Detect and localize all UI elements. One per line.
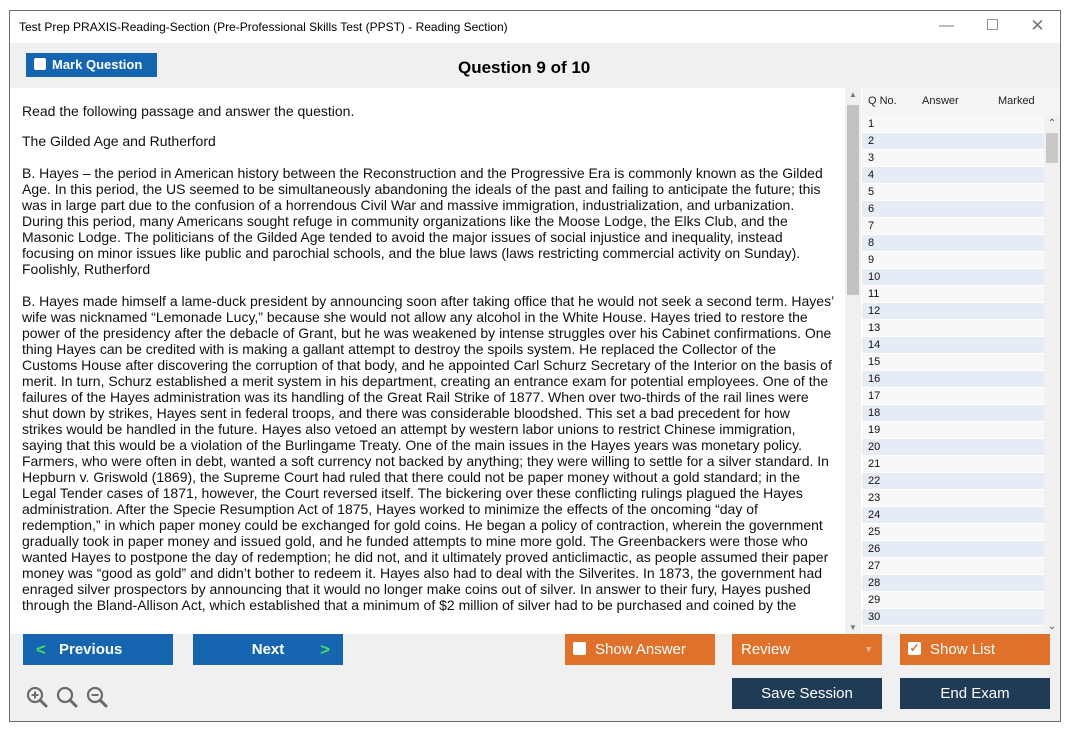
previous-button[interactable]: [23, 634, 173, 665]
question-list-row[interactable]: 28: [862, 575, 1044, 592]
question-list-row[interactable]: 10: [862, 269, 1044, 286]
question-list-row[interactable]: 1: [862, 116, 1044, 133]
title-bar: [10, 11, 1060, 43]
question-list-row[interactable]: 19: [862, 422, 1044, 439]
question-list-row[interactable]: 6: [862, 201, 1044, 218]
question-list-row[interactable]: 27: [862, 558, 1044, 575]
show-answer-button[interactable]: [565, 634, 715, 665]
show-list-button[interactable]: [900, 634, 1050, 665]
question-list-row[interactable]: 30: [862, 609, 1044, 626]
question-counter: Question 9 of 10: [458, 58, 591, 77]
question-list-row[interactable]: 24: [862, 507, 1044, 524]
window-title: Test Prep PRAXIS-Reading-Section (Pre-Professional Skills Test (PPST) - Reading Section): [19, 20, 508, 34]
zoom-out-icon[interactable]: [86, 686, 108, 708]
question-list-row[interactable]: 17: [862, 388, 1044, 405]
question-list-row[interactable]: 2: [862, 133, 1044, 150]
review-dropdown[interactable]: [732, 634, 882, 665]
maximize-button[interactable]: ☐: [985, 17, 1000, 34]
question-list-row[interactable]: 18: [862, 405, 1044, 422]
list-scroll-down-icon[interactable]: ⌄: [1047, 621, 1057, 632]
passage-paragraph-1: B. Hayes – the period in American history between the Reconstruction and the Progressive Era is commonly known as the Gilded Age. In this period, the US seemed to be simultaneously abandoning the ideals of the past and failing to anticipate the future; this was in large part due to the confusion of a horrendous Civil War and massive immigration, industrialization, and urbanization. During this period, many Americans sought refuge in community organizations like the Moose Lodge, the Elks Club, and the Masonic Lodge. The politicians of the Gilded Age tended to avoid the major issues of social injustice and inequality, instead focusing on minor issues like public and parochial schools, and the blue laws (laws restricting commercial activity on Sunday). Foolishly, Rutherford: [22, 165, 823, 277]
header-marked: Marked: [998, 95, 1035, 107]
review-label: Review: [741, 641, 791, 658]
show-answer-label: Show Answer: [595, 641, 686, 658]
zoom-reset-icon[interactable]: [56, 686, 78, 708]
caret-down-icon: ▼: [864, 644, 873, 654]
question-list-row[interactable]: 29: [862, 592, 1044, 609]
scroll-up-arrow-icon[interactable]: ▲: [849, 90, 857, 99]
question-list-row[interactable]: 7: [862, 218, 1044, 235]
question-list-row[interactable]: 21: [862, 456, 1044, 473]
question-list-row[interactable]: 16: [862, 371, 1044, 388]
passage-panel: [10, 88, 845, 634]
passage-text: [22, 88, 834, 613]
question-list-panel: [862, 88, 1060, 634]
question-list-row[interactable]: 12: [862, 303, 1044, 320]
passage-instructions: Read the following passage and answer the question.: [22, 103, 355, 119]
minimize-button[interactable]: —: [939, 17, 954, 34]
question-list-row[interactable]: 15: [862, 354, 1044, 371]
end-exam-button[interactable]: End Exam: [900, 678, 1050, 709]
show-answer-checkbox[interactable]: [573, 642, 586, 655]
next-button[interactable]: [193, 634, 343, 665]
save-session-button[interactable]: Save Session: [732, 678, 882, 709]
close-button[interactable]: ✕: [1030, 16, 1045, 35]
question-list-scrollbar[interactable]: [1044, 116, 1060, 634]
header-qno: Q No.: [868, 95, 897, 107]
question-list-header: [862, 93, 1060, 113]
mark-question-checkbox[interactable]: [34, 58, 46, 70]
question-list-row[interactable]: 8: [862, 235, 1044, 252]
app-window: [9, 10, 1061, 722]
question-list-row[interactable]: 5: [862, 184, 1044, 201]
mark-question-button[interactable]: [26, 53, 157, 77]
question-list-rows: [862, 116, 1044, 626]
passage-scrollbar[interactable]: [845, 88, 861, 634]
question-list-row[interactable]: 11: [862, 286, 1044, 303]
list-scroll-thumb[interactable]: [1046, 133, 1058, 163]
scroll-down-arrow-icon[interactable]: ▼: [849, 623, 857, 632]
passage-paragraph-2: B. Hayes made himself a lame-duck president by announcing soon after taking office that he would not seek a second term. Hayes’ wife was nicknamed “Lemonade Lucy,” because she would not allow any alcohol in the White House. Hayes tried to restore the power of the presidency after the debacle of Grant, but he was weakened by intense struggles over his Cabinet confirmations. One thing Hayes can be credited with is making a gallant attempt to destroy the spoils system. He replaced the Collector of the Customs House after discovering the corruption of that body, and he appointed Carl Schurz Secretary of the Interior on the basis of merit. In turn, Schurz established a merit system in his department, creating an entrance exam for potential employees. One of the failures of the Hayes administration was its handling of the Great Rail Strike of 1877. When over two-thirds of the rail lines were shut down by strikes, Hayes sent in federal troops, and there was considerable bloodshed. This set a bad precedent for how strikes would be handled in the future. Hayes also vetoed an attempt by western labor unions to restrict Chinese immigration, saying that this would be a violation of the Burlingame Treaty. One of the main issues in the Hayes years was monetary policy. Farmers, who were often in debt, wanted a soft currency not backed by anything; they were willing to settle for a silver standard. In Hepburn v. Griswold (1869), the Supreme Court had ruled that there could not be paper money without a gold standard; in the Legal Tender cases of 1871, however, the Court reversed itself. The bickering over these conflicting rulings plagued the Hayes administration. After the Specie Resumption Act of 1875, Hayes worked to minimize the effects of the oncoming “day of redemption,” in which paper money could be exchanged for gold coins. He began a policy of contraction, wherein the government gradually took in paper money and issued gold, and he funded attempts to mine more gold. The Greenbackers were those who wanted Hayes to postpone the day of redemption; he did not, and it ultimately proved anticlimactic, as people assumed their paper money was “good as gold” and didn’t bother to redeem it. Hayes also had to deal with the Silverites. In 1873, the government had enraged silver prospectors by announcing that it would no longer make coins out of silver. In answer to their fury, Hayes pushed through the Bland-Allison Act, which established that a minimum of $2 million of silver had to be purchased and coined by the: [22, 293, 834, 613]
question-list-row[interactable]: 9: [862, 252, 1044, 269]
question-toolbar: [10, 43, 1060, 88]
show-list-checkbox[interactable]: ✓: [909, 641, 920, 655]
show-list-label: Show List: [930, 641, 996, 658]
question-list-row[interactable]: 3: [862, 150, 1044, 167]
question-list-row[interactable]: 20: [862, 439, 1044, 456]
question-list-row[interactable]: 14: [862, 337, 1044, 354]
question-list-row[interactable]: 22: [862, 473, 1044, 490]
mark-question-label: Mark Question: [52, 57, 143, 72]
question-list-row[interactable]: 4: [862, 167, 1044, 184]
next-label: Next: [251, 641, 285, 658]
header-answer: Answer: [922, 95, 959, 107]
previous-label: Previous: [59, 641, 123, 658]
passage-scroll-thumb[interactable]: [847, 105, 859, 295]
question-list-row[interactable]: 13: [862, 320, 1044, 337]
question-list-row[interactable]: 26: [862, 541, 1044, 558]
zoom-in-icon[interactable]: [26, 686, 48, 708]
question-list-row[interactable]: 23: [862, 490, 1044, 507]
passage-title: The Gilded Age and Rutherford: [22, 133, 216, 149]
navigation-bar: [10, 634, 1060, 721]
question-list-row[interactable]: 25: [862, 524, 1044, 541]
chevron-right-icon: >: [320, 640, 330, 659]
chevron-left-icon: <: [36, 640, 46, 659]
list-scroll-up-icon[interactable]: ⌃: [1047, 118, 1057, 129]
